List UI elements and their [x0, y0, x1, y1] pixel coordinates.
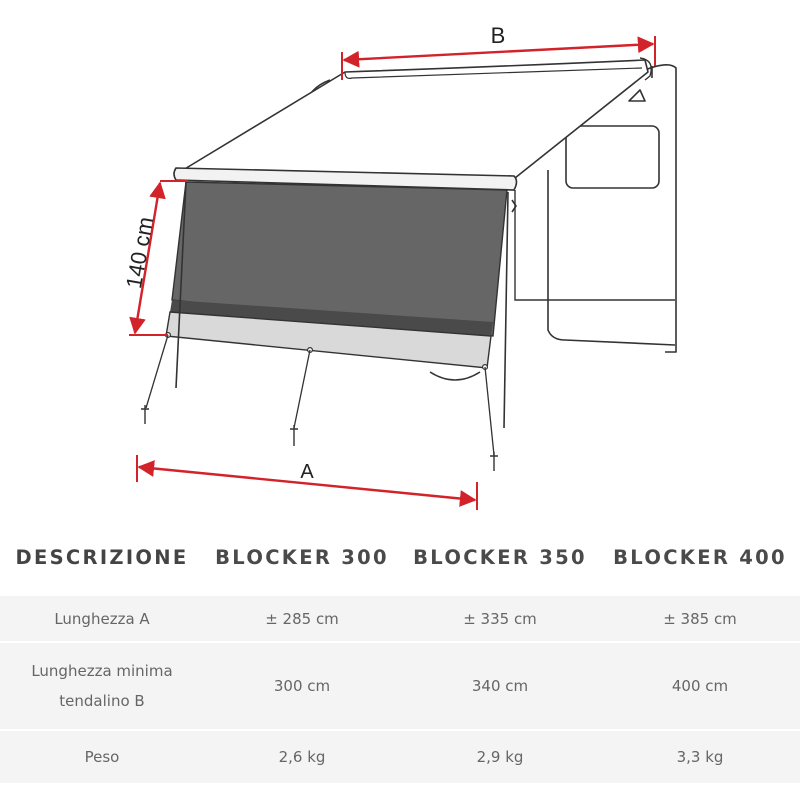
- ground-pegs: [141, 405, 498, 471]
- table-cell: 2,6 kg: [204, 730, 400, 784]
- header-blocker-350: BLOCKER 350: [400, 532, 600, 582]
- table-row: [0, 730, 800, 784]
- table-cell: ± 285 cm: [204, 596, 400, 642]
- table-cell: 300 cm: [204, 642, 400, 730]
- header-blocker-400: BLOCKER 400: [600, 532, 800, 582]
- table-cell: ± 335 cm: [400, 596, 600, 642]
- dimension-a: [137, 455, 477, 510]
- awning-canopy: [183, 60, 648, 178]
- row-label: Peso: [0, 730, 204, 784]
- caravan-door: [515, 190, 548, 300]
- row-label: Lunghezza minima tendalino B: [0, 642, 204, 730]
- table-cell: 400 cm: [600, 642, 800, 730]
- header-description: DESCRIZIONE: [0, 532, 204, 582]
- table-row: [0, 642, 800, 730]
- table-cell: 340 cm: [400, 642, 600, 730]
- dimension-a-label: A: [300, 461, 314, 483]
- table-row: [0, 596, 800, 642]
- header-blocker-300: BLOCKER 300: [204, 532, 400, 582]
- row-label: Lunghezza A: [0, 596, 204, 642]
- dimension-b-label: B: [490, 23, 506, 48]
- spec-table-header: [0, 532, 800, 582]
- dimension-height-label: 140 cm: [121, 214, 159, 291]
- table-cell: ± 385 cm: [600, 596, 800, 642]
- table-cell: 3,3 kg: [600, 730, 800, 784]
- table-cell: 2,9 kg: [400, 730, 600, 784]
- spec-table: [0, 532, 800, 785]
